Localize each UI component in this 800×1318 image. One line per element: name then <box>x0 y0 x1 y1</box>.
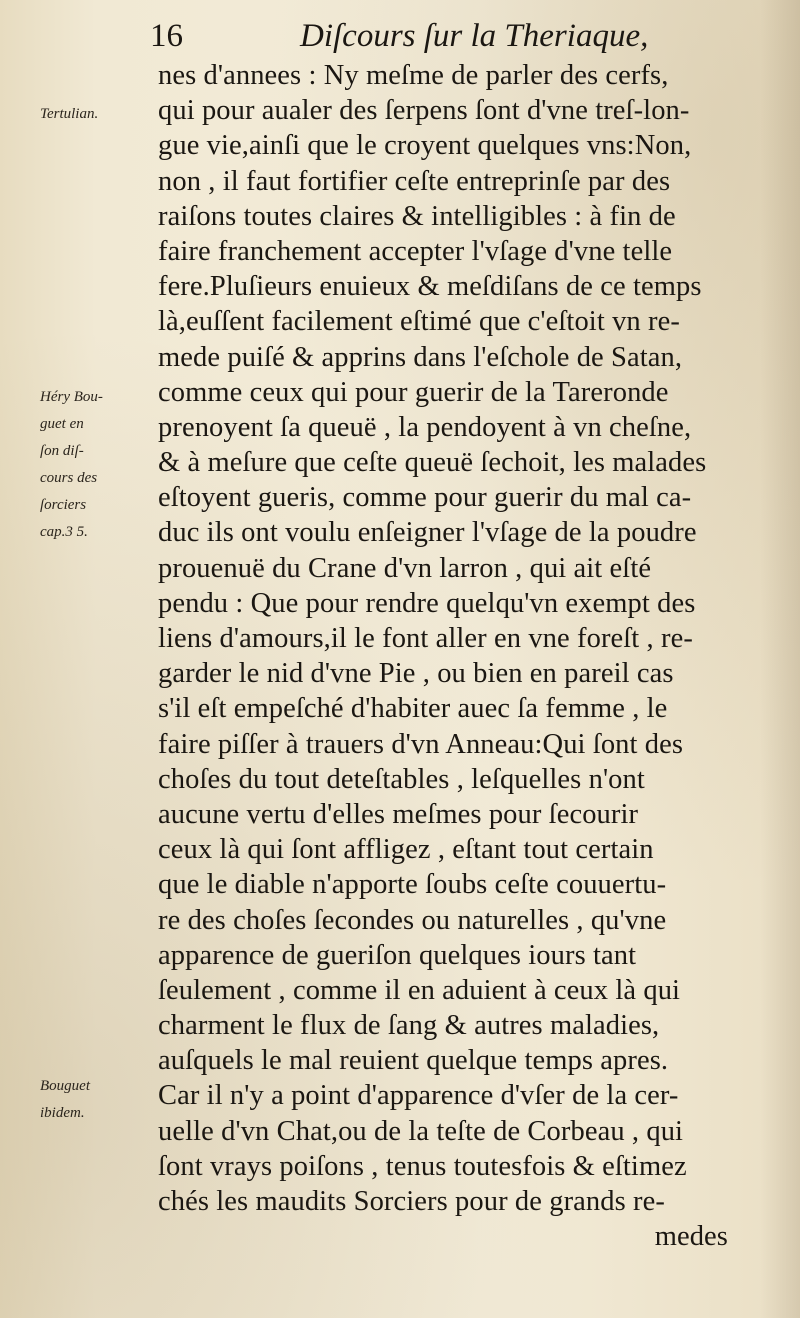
running-title: Diſcours ſur la Theriaque, <box>300 18 649 54</box>
text-line: ceux là qui ſont affligez , eſtant tout certain <box>158 834 654 866</box>
text-line: prenoyent ſa queuë , la pendoyent à vn cheſne, <box>158 411 692 443</box>
text-line: pendu : Que pour rendre quelqu'vn exempt des <box>158 587 696 619</box>
text-line: faire piſſer à trauers d'vn Anneau:Qui ſont des <box>158 728 684 760</box>
text-line: mede puiſé & apprins dans l'eſchole de Satan, <box>158 341 683 373</box>
text-line: faire franchement accepter l'vſage d'vne telle <box>158 235 673 267</box>
text-line: re des choſes ſecondes ou naturelles , qu'vne <box>158 904 667 936</box>
text-line: fere.Pluſieurs enuieux & meſdiſans de ce temps <box>158 271 702 303</box>
text-line: apparence de gueriſon quelques iours tant <box>158 939 637 971</box>
marginal-note-line: ſon diſ- <box>40 443 84 459</box>
text-line: eſtoyent gueris, comme pour guerir du mal ca- <box>158 482 692 514</box>
text-line: non , il faut fortifier ceſte entreprinſe par des <box>158 165 671 197</box>
marginal-note-tertulian: Tertulian. <box>40 106 99 122</box>
text-line: s'il eſt empeſché d'habiter auec ſa femme , le <box>158 693 668 725</box>
text-line: garder le nid d'vne Pie , ou bien en pareil cas <box>158 658 674 690</box>
text-line: & à meſure que ceſte queuë ſechoit, les malades <box>158 447 707 479</box>
text-line: duc ils ont voulu enſeigner l'vſage de la poudre <box>158 517 697 549</box>
text-line: Car il n'y a point d'apparence d'vſer de la cer- <box>158 1080 679 1112</box>
text-line: chés les maudits Sorciers pour de grands re- <box>158 1186 665 1217</box>
marginal-note-line: Héry Bou- <box>40 389 103 405</box>
text-line: uelle d'vn Chat,ou de la teſte de Corbeau , qui <box>158 1115 684 1147</box>
text-line: là,euſſent facilement eſtimé que c'eſtoit vn re- <box>158 306 680 338</box>
text-line: prouenuë du Crane d'vn larron , qui ait eſté <box>158 552 652 584</box>
marginal-note-line: Bouguet <box>40 1078 90 1094</box>
text-line: nes d'annees : Ny meſme de parler des cerfs, <box>158 60 669 91</box>
text-line: ſeulement , comme il en aduient à ceux là qui <box>158 974 681 1006</box>
page-number: 16 <box>150 18 183 54</box>
text-line: comme ceux qui pour guerir de la Tareronde <box>158 376 669 408</box>
text-line: aucune vertu d'elles meſmes pour ſecourir <box>158 798 639 830</box>
catchword: medes <box>654 1221 728 1253</box>
text-line: charment le flux de ſang & autres maladies, <box>158 1010 660 1042</box>
text-line: que le diable n'apporte ſoubs ceſte couuertu- <box>158 869 667 901</box>
marginal-note-line: guet en <box>40 416 84 432</box>
marginal-note-line: cap.3 5. <box>40 524 88 540</box>
text-line: qui pour aualer des ſerpens ſont d'vne treſ-lon- <box>158 95 690 127</box>
marginal-note-line: cours des <box>40 470 98 486</box>
marginal-note-line: ſorciers <box>40 497 87 513</box>
text-line: gue vie,ainſi que le croyent quelques vns:Non, <box>158 130 692 162</box>
text-line: ſont vrays poiſons , tenus toutesfois & eſtimez <box>158 1150 687 1182</box>
text-line: choſes du tout deteſtables , leſquelles n'ont <box>158 763 645 795</box>
text-line: auſquels le mal reuient quelque temps apres. <box>158 1045 669 1077</box>
running-head <box>150 14 750 58</box>
marginal-note-line: ibidem. <box>40 1105 85 1121</box>
text-line: liens d'amours,il le font aller en vne foreſt , re- <box>158 623 693 654</box>
body-text <box>158 58 746 1254</box>
text-line: raiſons toutes claires & intelligibles : à fin de <box>158 200 676 232</box>
